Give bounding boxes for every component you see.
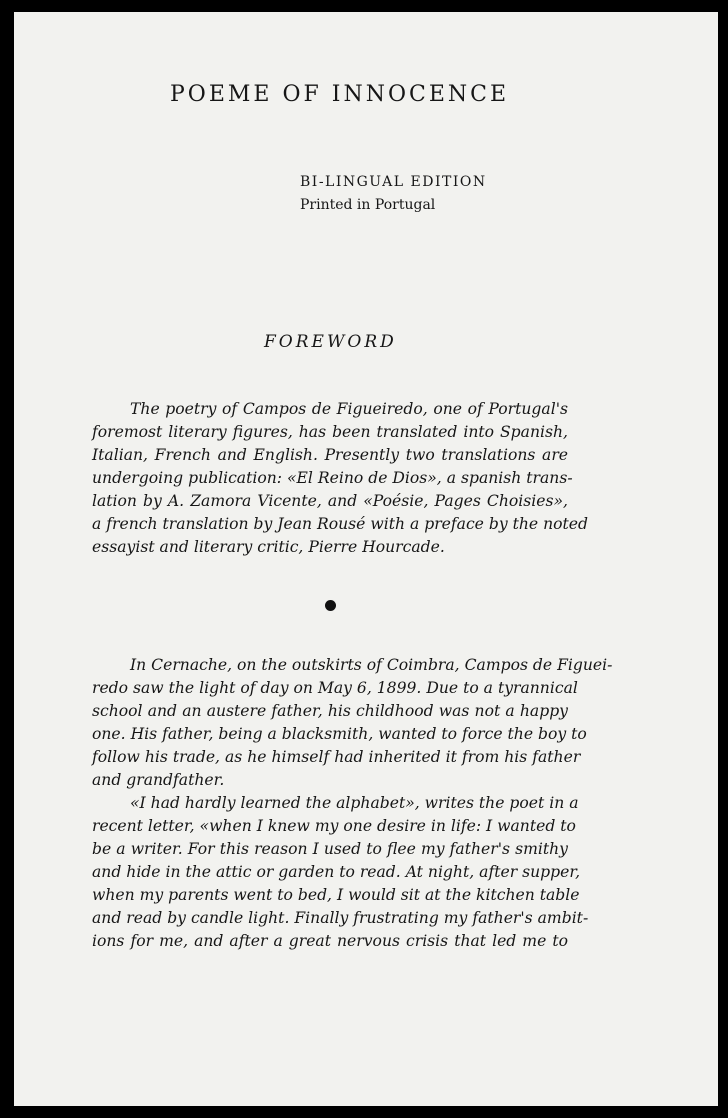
text-line: redo saw the light of day on May 6, 1899. Due to a tyrannical [92, 679, 578, 697]
text-line: school and an austere father, his childhood was not a happy [92, 702, 568, 720]
foreword-heading: FOREWORD [264, 332, 397, 352]
printed-note: Printed in Portugal [300, 197, 436, 213]
text-line: be a writer. For this reason I used to flee my father's smithy [92, 840, 568, 858]
text-line: one. His father, being a blacksmith, wanted to force the boy to [92, 725, 587, 743]
text-line: foremost literary figures, has been translated into Spanish, [92, 423, 568, 441]
section-divider-bullet [325, 600, 336, 611]
text-line: essayist and literary critic, Pierre Hourcade. [92, 538, 445, 556]
edition-label: BI-LINGUAL EDITION [300, 174, 487, 190]
text-line: recent letter, «when I knew my one desire in life: I wanted to [92, 817, 576, 835]
text-line: follow his trade, as he himself had inherited it from his father [92, 748, 581, 766]
text-line: and read by candle light. Finally frustrating my father's ambit- [92, 909, 589, 927]
text-line: and hide in the attic or garden to read. At night, after supper, [92, 863, 581, 881]
text-line: «I had hardly learned the alphabet», writes the poet in a [130, 794, 579, 812]
text-line: Italian, French and English. Presently two translations are [92, 446, 568, 464]
text-line: In Cernache, on the outskirts of Coimbra, Campos de Figuei- [130, 656, 613, 674]
document-page [14, 12, 718, 1106]
text-line: a french translation by Jean Rousé with a preface by the noted [92, 515, 589, 533]
text-line: ions for me, and after a great nervous crisis that led me to [92, 932, 568, 950]
text-line: and grandfather. [92, 771, 225, 789]
text-line: when my parents went to bed, I would sit at the kitchen table [92, 886, 580, 904]
text-line: The poetry of Campos de Figueiredo, one of Portugal's [130, 400, 568, 418]
page-title: POEME OF INNOCENCE [170, 82, 510, 107]
text-line: undergoing publication: «El Reino de Dios», a spanish trans- [92, 469, 573, 487]
text-line: lation by A. Zamora Vicente, and «Poésie, Pages Choisies», [92, 492, 568, 510]
